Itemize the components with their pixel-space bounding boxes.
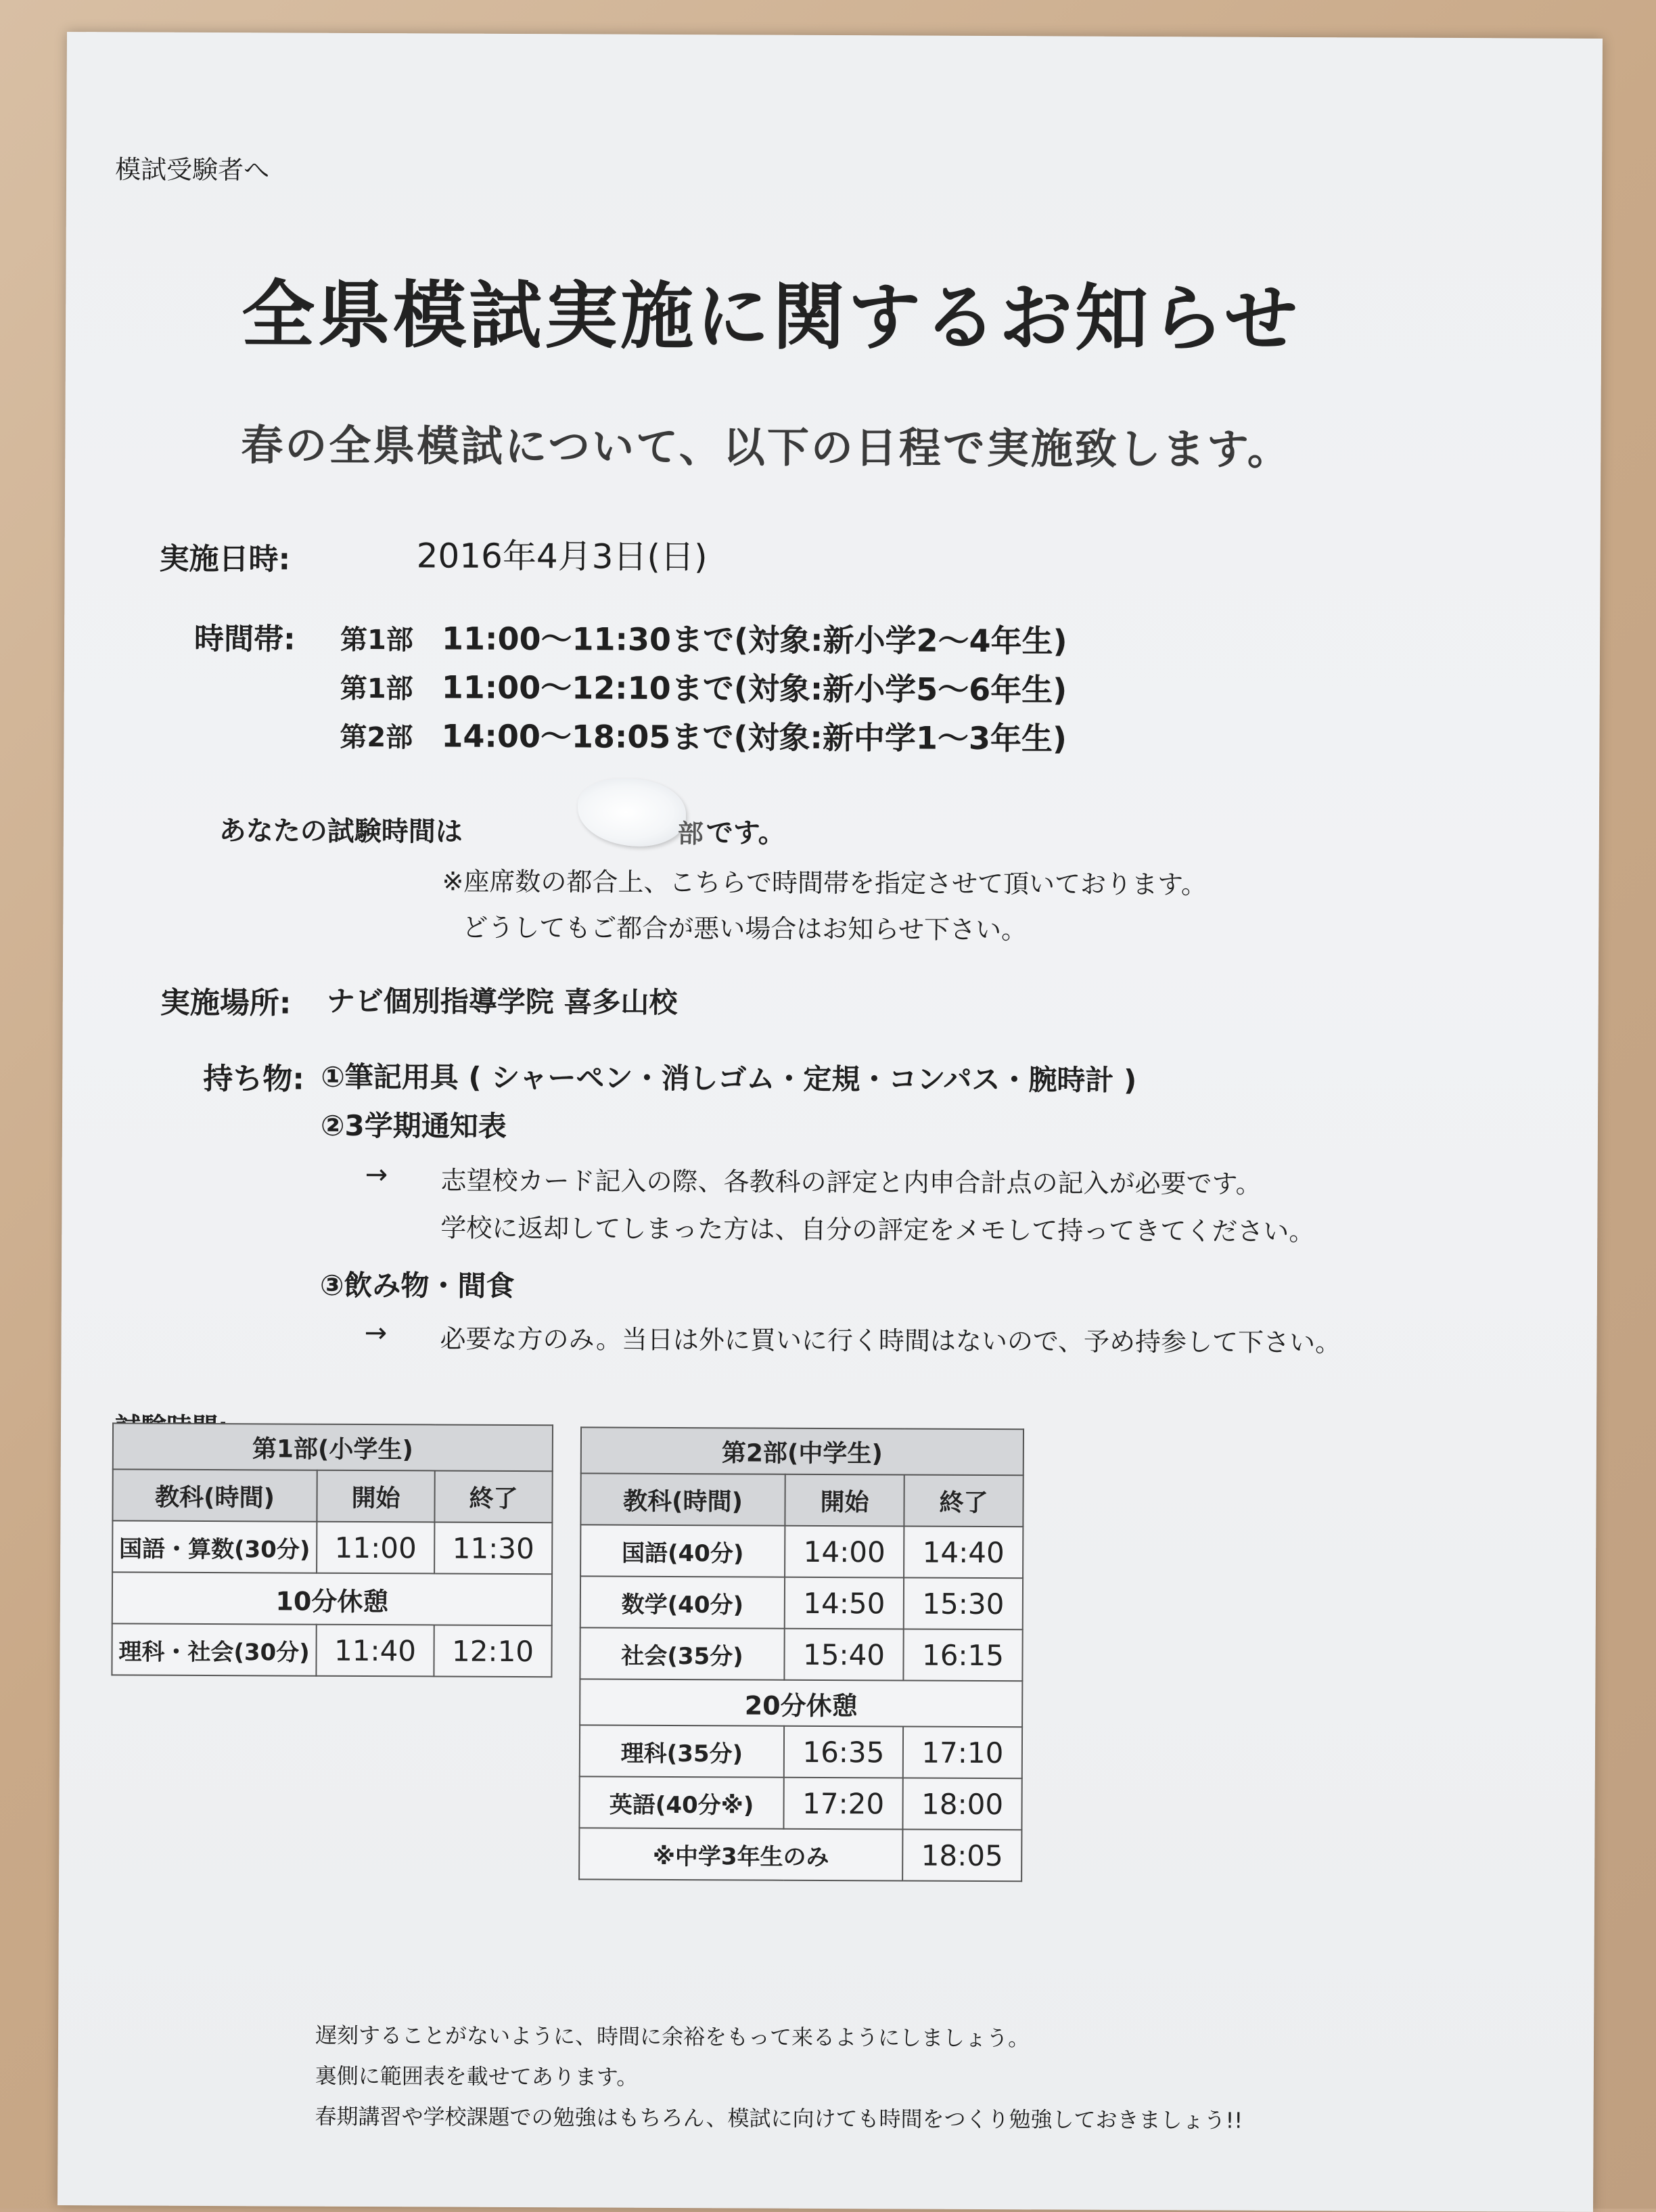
table-cell: 15:30: [904, 1577, 1023, 1629]
item-2-note2: 学校に返却してしまった方は、自分の評定をメモして持ってきてください。: [440, 1213, 1315, 1247]
your-time-note1: ※座席数の都合上、こちらで時間帯を指定させて頂いております。: [442, 866, 1208, 900]
timeslot-detail: まで(対象:新中学1～3年生): [671, 718, 1067, 757]
footer-line-2: 裏側に範囲表を載せてあります。: [315, 2062, 639, 2090]
addressee: 模試受験者へ: [115, 154, 270, 185]
table-header: 教科(時間): [580, 1473, 785, 1525]
item-3-note: 必要な方のみ。当日は外に買いに行く時間はないので、予め持参して下さい。: [440, 1324, 1341, 1358]
table-cell: 18:00: [902, 1778, 1021, 1830]
item-3: ③飲み物・間食: [319, 1268, 515, 1303]
table-cell: 11:30: [434, 1522, 552, 1574]
timeslot-row: [340, 711, 1067, 759]
table-break: 10分休憩: [112, 1572, 552, 1625]
item-2-note1: 志望校カード記入の際、各教科の評定と内申合計点の記入が必要です。: [440, 1165, 1262, 1199]
date-value: 2016年4月3日(日): [416, 536, 708, 577]
timeslot-part: 第1部: [340, 673, 413, 705]
table-row: [112, 1623, 551, 1677]
table-cell: 18:05: [902, 1829, 1021, 1881]
your-time-prefix: あなたの試験時間は: [218, 815, 463, 848]
table-break: 20分休憩: [580, 1679, 1022, 1727]
table-cell: 理科・社会(30分): [112, 1623, 316, 1675]
table-header: 教科(時間): [112, 1469, 317, 1521]
table-cell: 11:40: [316, 1625, 434, 1677]
timeslot-row: [340, 614, 1067, 662]
your-time-note2: どうしてもご都合が悪い場合はお知らせ下さい。: [462, 912, 1028, 945]
table-cell: 11:00: [317, 1522, 434, 1574]
footer-line-3: 春期講習や学校課題での勉強はもちろん、模試に向けても時間をつくり勉強しておきましょう!!: [315, 2103, 1243, 2134]
table-cell: 14:50: [785, 1577, 904, 1629]
table-header: 開始: [785, 1474, 904, 1527]
venue-label: 実施場所:: [160, 985, 292, 1021]
arrow-icon: →: [364, 1317, 388, 1349]
timeslots-label: 時間帯:: [193, 621, 296, 657]
table-cell: 数学(40分): [580, 1576, 785, 1628]
table-row: [579, 1776, 1021, 1830]
table-cell: 14:00: [785, 1526, 904, 1578]
date-label: 実施日時:: [159, 541, 291, 577]
table-row: [579, 1828, 1021, 1881]
table-cell: 17:10: [903, 1726, 1022, 1778]
timeslot-time: 11:00～12:10: [441, 669, 671, 706]
item-2: ②3学期通知表: [320, 1108, 507, 1143]
footer-line-1: 遅刻することがないように、時間に余裕をもって来るようにしましょう。: [315, 2022, 1030, 2052]
your-time-suffix: 部: [677, 819, 704, 849]
table-row: [580, 1725, 1022, 1778]
table-cell: 英語(40分※): [579, 1776, 783, 1828]
table-cell: 16:35: [784, 1726, 903, 1778]
table-cell: 社会(35分): [580, 1627, 784, 1679]
timeslot-part: 第2部: [340, 721, 413, 754]
notice-paper: [58, 32, 1603, 2212]
timeslot-detail: まで(対象:新小学5～6年生): [671, 669, 1067, 708]
schedule-table-part2: [578, 1426, 1024, 1882]
table-cell: 理科(35分): [580, 1725, 784, 1777]
items-label: 持ち物:: [203, 1061, 304, 1097]
venue-value: ナビ個別指導学院 喜多山校: [326, 984, 678, 1020]
schedule-table-part1: [111, 1422, 553, 1677]
notice-title: 全県模試実施に関するお知らせ: [241, 273, 1301, 363]
table-title: 第1部(小学生): [113, 1423, 553, 1471]
table-cell: 17:20: [783, 1778, 902, 1830]
table-cell: 12:10: [434, 1625, 551, 1677]
table-cell: ※中学3年生のみ: [579, 1828, 902, 1880]
table-cell: 14:40: [904, 1526, 1023, 1578]
item-1: ①筆記用具 ( シャーペン・消しゴム・定規・コンパス・腕時計 ): [321, 1060, 1137, 1097]
table-title: 第2部(中学生): [581, 1427, 1024, 1475]
table-cell: 国語(40分): [580, 1525, 785, 1577]
timeslot-time: 14:00～18:05: [441, 717, 671, 755]
table-row: [580, 1627, 1022, 1681]
your-time-end: です。: [706, 817, 785, 849]
paper-sticker-covering-part: [578, 778, 686, 847]
table-header: 終了: [434, 1470, 552, 1522]
timeslot-part: 第1部: [340, 624, 414, 656]
table-header: 開始: [317, 1470, 434, 1522]
timeslot-detail: まで(対象:新小学2～4年生): [671, 620, 1067, 660]
arrow-icon: →: [365, 1159, 388, 1191]
table-header: 終了: [904, 1474, 1023, 1527]
table-cell: 15:40: [784, 1629, 903, 1681]
table-cell: 国語・算数(30分): [112, 1520, 317, 1573]
table-row: [580, 1576, 1023, 1629]
notice-subtitle: 春の全県模試について、以下の日程で実施致します。: [241, 420, 1292, 474]
timeslot-time: 11:00～11:30: [441, 620, 672, 658]
table-row: [580, 1525, 1023, 1578]
timeslot-row: [340, 662, 1067, 710]
table-row: [112, 1520, 552, 1574]
table-cell: 16:15: [903, 1629, 1022, 1681]
